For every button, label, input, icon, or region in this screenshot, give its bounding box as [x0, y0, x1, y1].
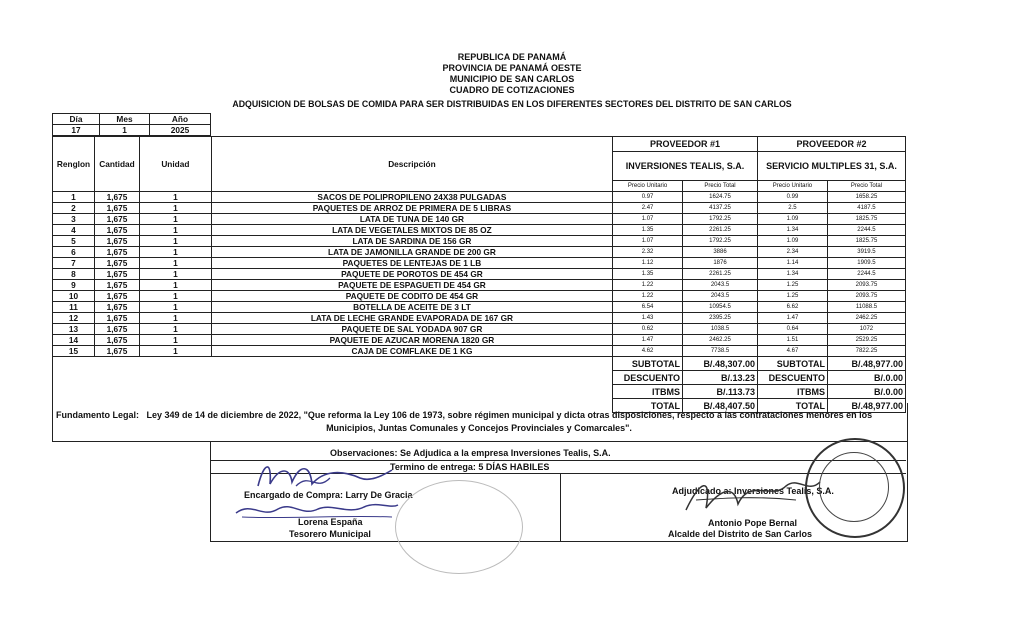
descripcion-cell: LATA DE SARDINA DE 156 GR [211, 236, 612, 247]
p2-total-price: 2462.25 [827, 313, 905, 324]
termino-entrega: Termino de entrega: 5 DÍAS HABILES [390, 462, 550, 472]
p1-unit-price: 1.07 [613, 214, 683, 225]
p2-total-label: SUBTOTAL [757, 357, 827, 371]
p1-total-price: 3886 [683, 247, 758, 258]
p1-unit-price: 0.62 [613, 324, 683, 335]
p1-total-price: 2261.25 [683, 269, 758, 280]
legal-text-2: Municipios, Juntas Comunales y Concejos Provinciales y Comarcales". [326, 423, 632, 433]
descripcion-cell: PAQUETES DE LENTEJAS DE 1 LB [211, 258, 612, 269]
descripcion-cell: LATA DE TUNA DE 140 GR [211, 214, 612, 225]
descripcion-cell: PAQUETE DE POROTOS DE 454 GR [211, 269, 612, 280]
renglon-cell: 15 [53, 346, 95, 357]
table-row [53, 225, 906, 236]
quotation-table [52, 136, 906, 413]
p2-total-value: B/.48,977.00 [827, 399, 905, 413]
unidad-cell: 1 [139, 203, 211, 214]
p1-unit-price: 1.22 [613, 280, 683, 291]
header-adquisicion: ADQUISICION DE BOLSAS DE COMIDA PARA SER DISTRIBUIDAS EN LOS DIFERENTES SECTORES DEL DISTRITO DE SAN CARLOS [232, 99, 792, 109]
table-row [53, 247, 906, 258]
p2-total-price: 1909.5 [827, 258, 905, 269]
cantidad-cell: 1,675 [94, 225, 139, 236]
proveedor-1-label: PROVEEDOR #1 [613, 137, 758, 152]
header-provincia: PROVINCIA DE PANAMÁ OESTE [442, 63, 582, 73]
p2-total-price: 2244.5 [827, 269, 905, 280]
p1-total-label: DESCUENTO [613, 371, 683, 385]
header-republica: REPUBLICA DE PANAMÁ [457, 52, 567, 62]
unidad-cell: 1 [139, 225, 211, 236]
cantidad-cell: 1,675 [94, 291, 139, 302]
unidad-cell: 1 [139, 258, 211, 269]
p2-unit-price: 1.14 [757, 258, 827, 269]
unidad-cell: 1 [139, 280, 211, 291]
p2-total-price: 1658.25 [827, 192, 905, 203]
p2-unit-price: 1.34 [757, 269, 827, 280]
proveedor-1-name: INVERSIONES TEALIS, S.A. [613, 152, 758, 181]
cantidad-cell: 1,675 [94, 269, 139, 280]
unidad-cell: 1 [139, 192, 211, 203]
p2-unit-price: 1.51 [757, 335, 827, 346]
cantidad-cell: 1,675 [94, 280, 139, 291]
p1-unit-price: 1.47 [613, 335, 683, 346]
descripcion-cell: LATA DE JAMONILLA GRANDE DE 200 GR [211, 247, 612, 258]
renglon-cell: 4 [53, 225, 95, 236]
totals-spacer [53, 385, 613, 399]
p2-unit-price: 1.34 [757, 225, 827, 236]
totals-row [53, 385, 906, 399]
p1-total-price: 2261.25 [683, 225, 758, 236]
table-row [53, 203, 906, 214]
renglon-cell: 9 [53, 280, 95, 291]
cantidad-cell: 1,675 [94, 324, 139, 335]
descripcion-cell: PAQUETE DE SAL YODADA 907 GR [211, 324, 612, 335]
p2-unit-price: 1.09 [757, 236, 827, 247]
renglon-cell: 3 [53, 214, 95, 225]
p2-total-value: B/.0.00 [827, 385, 905, 399]
p1-total-value: B/.13.23 [683, 371, 758, 385]
p2-total-value: B/.48,977.00 [827, 357, 905, 371]
p1-total-price: 2462.25 [683, 335, 758, 346]
p2-unit-price: 6.62 [757, 302, 827, 313]
divider-signatures [560, 473, 561, 541]
p2-total-label: Precio Total [827, 181, 905, 192]
p2-total-price: 2093.75 [827, 291, 905, 302]
renglon-cell: 1 [53, 192, 95, 203]
p1-unit-price: 1.35 [613, 225, 683, 236]
p2-total-price: 1072 [827, 324, 905, 335]
proveedor-2-name: SERVICIO MULTIPLES 31, S.A. [757, 152, 905, 181]
cantidad-cell: 1,675 [94, 192, 139, 203]
p2-total-label: TOTAL [757, 399, 827, 413]
mes-value: 1 [100, 125, 150, 136]
signature-lorena [232, 497, 402, 521]
totals-row [53, 371, 906, 385]
date-table [52, 113, 211, 136]
signature-alcalde [676, 470, 826, 516]
renglon-cell: 5 [53, 236, 95, 247]
p2-total-price: 2244.5 [827, 225, 905, 236]
ano-label: Año [150, 114, 211, 125]
p1-total-price: 2395.25 [683, 313, 758, 324]
table-row [53, 291, 906, 302]
cantidad-cell: 1,675 [94, 313, 139, 324]
table-row [53, 214, 906, 225]
totals-spacer [53, 357, 613, 371]
p1-total-label: ITBMS [613, 385, 683, 399]
p2-unit-price: 1.25 [757, 291, 827, 302]
unidad-cell: 1 [139, 291, 211, 302]
item-rows [53, 192, 906, 357]
header-cuadro: CUADRO DE COTIZACIONES [449, 85, 575, 95]
cantidad-cell: 1,675 [94, 335, 139, 346]
descripcion-cell: PAQUETE DE ESPAGUETI DE 454 GR [211, 280, 612, 291]
p1-unit-price: 2.47 [613, 203, 683, 214]
cantidad-cell: 1,675 [94, 346, 139, 357]
p1-unit-label: Precio Unitario [613, 181, 683, 192]
table-row [53, 236, 906, 247]
legal-label: Fundamento Legal: [56, 410, 139, 420]
descripcion-cell: PAQUETES DE ARROZ DE PRIMERA DE 5 LIBRAS [211, 203, 612, 214]
alcalde-title: Alcalde del Distrito de San Carlos [668, 529, 813, 539]
renglon-cell: 7 [53, 258, 95, 269]
dia-value: 17 [53, 125, 100, 136]
p2-total-value: B/.0.00 [827, 371, 905, 385]
table-row [53, 302, 906, 313]
p1-total-price: 1792.25 [683, 214, 758, 225]
p1-total-price: 1624.75 [683, 192, 758, 203]
p2-unit-price: 1.09 [757, 214, 827, 225]
unidad-cell: 1 [139, 346, 211, 357]
p2-unit-price: 2.34 [757, 247, 827, 258]
p1-unit-price: 1.07 [613, 236, 683, 247]
alcaldia-seal [805, 438, 905, 538]
col-unidad: Unidad [139, 137, 211, 192]
descripcion-cell: LATA DE LECHE GRANDE EVAPORADA DE 167 GR [211, 313, 612, 324]
p1-unit-price: 1.12 [613, 258, 683, 269]
descripcion-cell: SACOS DE POLIPROPILENO 24X38 PULGADAS [211, 192, 612, 203]
unidad-cell: 1 [139, 302, 211, 313]
unidad-cell: 1 [139, 247, 211, 258]
p2-total-price: 7822.25 [827, 346, 905, 357]
descripcion-cell: LATA DE VEGETALES MIXTOS DE 85 OZ [211, 225, 612, 236]
p2-unit-price: 0.99 [757, 192, 827, 203]
p2-unit-price: 1.47 [757, 313, 827, 324]
p1-total-price: 10954.5 [683, 302, 758, 313]
table-row [53, 280, 906, 291]
alcaldia-seal-inner [819, 452, 889, 522]
proveedor-2-label: PROVEEDOR #2 [757, 137, 905, 152]
p2-total-price: 3919.5 [827, 247, 905, 258]
p2-total-price: 4187.5 [827, 203, 905, 214]
unidad-cell: 1 [139, 214, 211, 225]
p1-total-price: 4137.25 [683, 203, 758, 214]
p1-total-label: TOTAL [613, 399, 683, 413]
p2-unit-label: Precio Unitario [757, 181, 827, 192]
p1-unit-price: 1.22 [613, 291, 683, 302]
observaciones-text: Observaciones: Se Adjudica a la empresa Inversiones Tealis, S.A. [330, 448, 611, 458]
p1-total-price: 2043.5 [683, 280, 758, 291]
renglon-cell: 10 [53, 291, 95, 302]
p1-unit-price: 6.54 [613, 302, 683, 313]
table-row [53, 192, 906, 203]
renglon-cell: 14 [53, 335, 95, 346]
alcalde-name: Antonio Pope Bernal [708, 518, 798, 528]
p1-total-label: Precio Total [683, 181, 758, 192]
unidad-cell: 1 [139, 313, 211, 324]
renglon-cell: 13 [53, 324, 95, 335]
cantidad-cell: 1,675 [94, 302, 139, 313]
p1-total-value: B/.48,407.50 [683, 399, 758, 413]
totals-spacer [53, 371, 613, 385]
legal-text-1: Ley 349 de 14 de diciembre de 2022, "Que reforma la Ley 106 de 1973, sobre régimen municipal y dicta otras disposiciones, respecto a las contrataciones menores en los [146, 410, 873, 420]
p2-unit-price: 2.5 [757, 203, 827, 214]
header-municipio: MUNICIPIO DE SAN CARLOS [449, 74, 575, 84]
p2-total-price: 1825.75 [827, 214, 905, 225]
legal-line-1 [56, 410, 872, 420]
tesorero-name: Lorena España [298, 517, 363, 527]
p2-total-price: 1825.75 [827, 236, 905, 247]
p2-total-price: 11088.5 [827, 302, 905, 313]
table-row [53, 258, 906, 269]
descripcion-cell: PAQUETE DE CODITO DE 454 GR [211, 291, 612, 302]
mes-label: Mes [100, 114, 150, 125]
table-row [53, 313, 906, 324]
p1-unit-price: 2.32 [613, 247, 683, 258]
tesoreria-seal [395, 480, 523, 574]
p1-unit-price: 1.35 [613, 269, 683, 280]
renglon-cell: 6 [53, 247, 95, 258]
p2-total-label: ITBMS [757, 385, 827, 399]
unidad-cell: 1 [139, 236, 211, 247]
p1-total-value: B/.48,307.00 [683, 357, 758, 371]
col-cantidad: Cantidad [94, 137, 139, 192]
p1-total-price: 2043.5 [683, 291, 758, 302]
p1-total-label: SUBTOTAL [613, 357, 683, 371]
table-row [53, 269, 906, 280]
encargado-compra: Encargado de Compra: Larry De Gracia [244, 490, 413, 500]
col-renglon: Renglon [53, 137, 95, 192]
renglon-cell: 2 [53, 203, 95, 214]
p1-total-price: 7738.5 [683, 346, 758, 357]
p1-total-price: 1876 [683, 258, 758, 269]
p2-total-label: DESCUENTO [757, 371, 827, 385]
descripcion-cell: CAJA DE COMFLAKE DE 1 KG [211, 346, 612, 357]
cantidad-cell: 1,675 [94, 247, 139, 258]
unidad-cell: 1 [139, 269, 211, 280]
p2-unit-price: 1.25 [757, 280, 827, 291]
col-descripcion: Descripción [211, 137, 612, 192]
cantidad-cell: 1,675 [94, 203, 139, 214]
renglon-cell: 11 [53, 302, 95, 313]
unidad-cell: 1 [139, 335, 211, 346]
adjudicado-text: Adjudicado a: Inversiones Tealis, S.A. [672, 486, 834, 496]
cantidad-cell: 1,675 [94, 258, 139, 269]
cantidad-cell: 1,675 [94, 214, 139, 225]
p1-unit-price: 4.62 [613, 346, 683, 357]
unidad-cell: 1 [139, 324, 211, 335]
p1-unit-price: 1.43 [613, 313, 683, 324]
tesorero-title: Tesorero Municipal [289, 529, 371, 539]
p1-total-price: 1792.25 [683, 236, 758, 247]
totals-row [53, 357, 906, 371]
renglon-cell: 8 [53, 269, 95, 280]
p2-total-price: 2529.25 [827, 335, 905, 346]
p1-unit-price: 0.97 [613, 192, 683, 203]
p2-unit-price: 4.67 [757, 346, 827, 357]
dia-label: Día [53, 114, 100, 125]
cantidad-cell: 1,675 [94, 236, 139, 247]
table-row [53, 335, 906, 346]
ano-value: 2025 [150, 125, 211, 136]
p2-unit-price: 0.64 [757, 324, 827, 335]
table-row [53, 346, 906, 357]
signature-larry [250, 456, 400, 492]
renglon-cell: 12 [53, 313, 95, 324]
p1-total-value: B/.113.73 [683, 385, 758, 399]
p2-total-price: 2093.75 [827, 280, 905, 291]
p1-total-price: 1038.5 [683, 324, 758, 335]
descripcion-cell: PAQUETE DE AZUCAR MORENA 1820 GR [211, 335, 612, 346]
table-row [53, 324, 906, 335]
descripcion-cell: BOTELLA DE ACEITE DE 3 LT [211, 302, 612, 313]
